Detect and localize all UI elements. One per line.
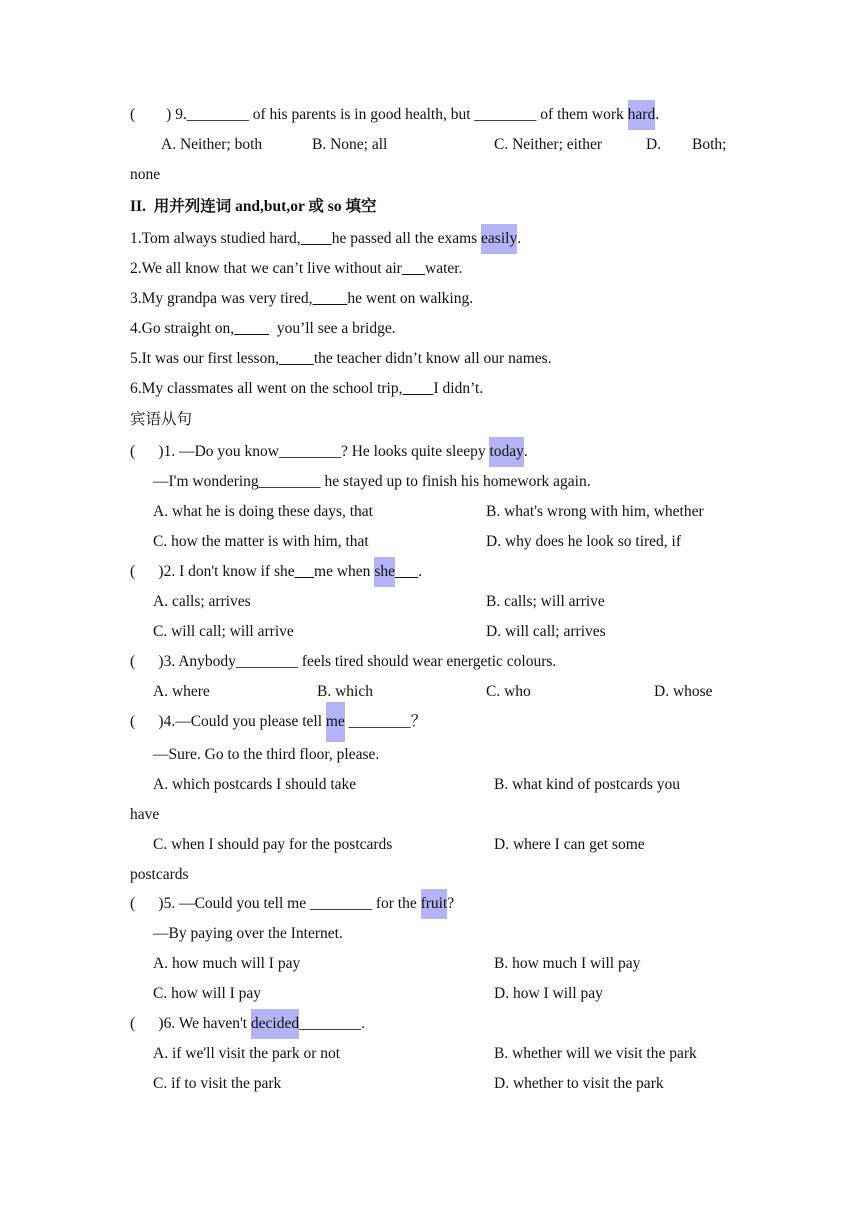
q4-stem-end: ________？ — [344, 713, 427, 730]
q3-option-c: C. who — [486, 683, 531, 700]
q2-stem-end: . — [418, 563, 423, 580]
item-text: 6.My classmates all went on the school trip, — [130, 380, 403, 397]
section-2-title: II. 用并列连词 and,but,or 或 so 填空 — [130, 198, 377, 215]
item-text: you’ll see a bridge. — [269, 320, 396, 337]
q9-option-c: C. Neither; either — [494, 136, 603, 153]
q6-stem-text: ( )6. We haven't — [130, 1015, 251, 1032]
q4-option-b-wrap: have — [130, 806, 160, 823]
section-3-title: 宾语从句 — [130, 411, 193, 428]
blank — [395, 563, 418, 580]
q5-option-a: A. how much will I pay — [153, 955, 301, 972]
q5-option-d: D. how I will pay — [494, 985, 603, 1002]
q3-option-d: D. whose — [654, 683, 713, 700]
q6-highlight: decided — [251, 1009, 299, 1039]
item-text: 1.Tom always studied hard, — [130, 230, 301, 247]
item-text: 5.It was our first lesson, — [130, 350, 279, 367]
section-2-item-2 — [130, 259, 463, 279]
q1-stem-text: ( )1. —Do you know________? He looks quite sleepy — [130, 443, 490, 460]
blank — [234, 320, 269, 337]
section-2-item-4 — [130, 319, 396, 339]
q5-stem-text: ( )5. —Could you tell me ________ for the — [130, 895, 421, 912]
q9-highlight: hard — [628, 100, 656, 130]
q1-highlight: today — [489, 437, 523, 467]
q9-option-d-text: Both; — [692, 136, 727, 153]
q5-stem — [130, 894, 454, 919]
q1-option-c: C. how the matter is with him, that — [153, 533, 369, 550]
q3-option-a: A. where — [153, 683, 210, 700]
item-text: 2.We all know that we can’t live without air — [130, 260, 402, 277]
q2-stem — [130, 562, 422, 587]
item-text: 4.Go straight on, — [130, 320, 235, 337]
item-text: the teacher didn’t know all our names. — [313, 350, 552, 367]
q5-option-b: B. how much I will pay — [494, 955, 641, 972]
q4-highlight: me — [326, 702, 345, 742]
q3-option-b: B. which — [317, 683, 373, 700]
q2-highlight: she — [374, 557, 395, 587]
q1-option-b: B. what's wrong with him, whether — [486, 503, 704, 520]
item-end: . — [517, 230, 522, 247]
section-2-item-3 — [130, 289, 473, 309]
q1-line-2: —I'm wondering________ he stayed up to finish his homework again. — [153, 473, 591, 490]
q4-option-b: B. what kind of postcards you — [494, 776, 680, 793]
blank — [279, 350, 314, 367]
q9-option-a: A. Neither; both — [161, 136, 263, 153]
q6-option-b: B. whether will we visit the park — [494, 1045, 697, 1062]
blank — [301, 230, 332, 247]
q6-option-c: C. if to visit the park — [153, 1075, 282, 1092]
q2-option-d: D. will call; arrives — [486, 623, 606, 640]
item-text: he passed all the exams — [331, 230, 482, 247]
q2-option-a: A. calls; arrives — [153, 593, 251, 610]
q2-option-b: B. calls; will arrive — [486, 593, 605, 610]
q4-option-a: A. which postcards I should take — [153, 776, 357, 793]
q2-option-c: C. will call; will arrive — [153, 623, 294, 640]
q4-stem-text: ( )4.—Could you please tell — [130, 713, 326, 730]
q6-option-d: D. whether to visit the park — [494, 1075, 664, 1092]
item-highlight: easily — [481, 224, 517, 254]
q5-line-2: —By paying over the Internet. — [153, 925, 343, 942]
q4-line-2: —Sure. Go to the third floor, please. — [153, 746, 380, 763]
blank — [402, 260, 425, 277]
q1-option-a: A. what he is doing these days, that — [153, 503, 373, 520]
q9-stem-text: ( ) 9.________ of his parents is in good health, but ________ of them work — [130, 106, 628, 123]
q6-stem-end: ________. — [299, 1015, 365, 1032]
q9-option-b: B. None; all — [312, 136, 388, 153]
q4-stem — [130, 712, 426, 742]
q6-option-a: A. if we'll visit the park or not — [153, 1045, 341, 1062]
item-text: 3.My grandpa was very tired, — [130, 290, 313, 307]
q9-option-d-letter: D. — [646, 136, 662, 153]
q9-stem-end: . — [655, 106, 660, 123]
q9-option-d-wrap: none — [130, 166, 161, 183]
item-text: I didn’t. — [433, 380, 484, 397]
section-2-item-1 — [130, 229, 521, 254]
section-2-item-6 — [130, 379, 483, 399]
blank — [295, 563, 314, 580]
q1-option-d: D. why does he look so tired, if — [486, 533, 682, 550]
q1-stem — [130, 442, 528, 467]
q5-stem-end: ? — [447, 895, 455, 912]
blank — [403, 380, 434, 397]
q2-stem-text: ( )2. I don't know if she — [130, 563, 295, 580]
section-2-item-5 — [130, 349, 552, 369]
q6-stem — [130, 1014, 365, 1039]
q4-option-d: D. where I can get some — [494, 836, 645, 853]
question-9-stem — [130, 105, 659, 130]
q4-option-d-wrap: postcards — [130, 866, 189, 883]
q5-highlight: fruit — [421, 889, 448, 919]
blank — [313, 290, 348, 307]
item-text: water. — [425, 260, 463, 277]
q3-stem: ( )3. Anybody________ feels tired should wear energetic colours. — [130, 653, 557, 670]
q1-stem-end: . — [523, 443, 528, 460]
q5-option-c: C. how will I pay — [153, 985, 262, 1002]
item-text: he went on walking. — [347, 290, 474, 307]
q4-option-c: C. when I should pay for the postcards — [153, 836, 393, 853]
q2-stem-mid: me when — [314, 563, 375, 580]
